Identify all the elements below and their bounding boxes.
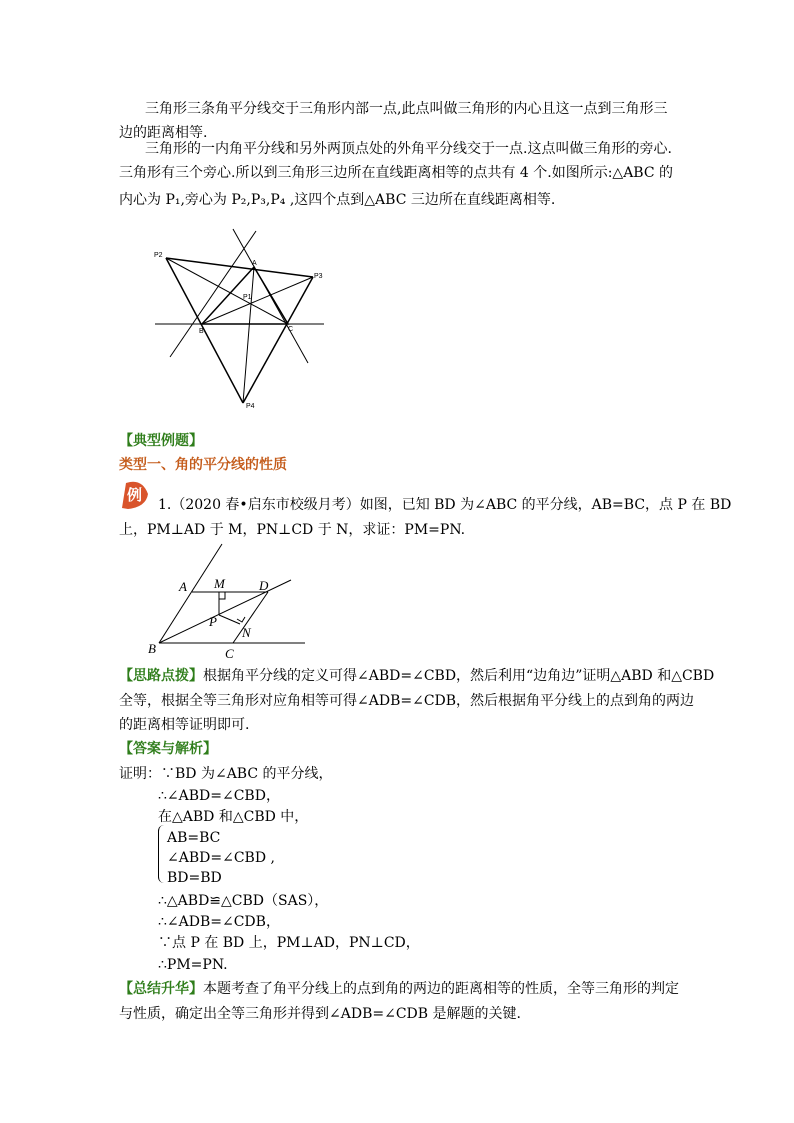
intro-p1-line2: 边的距离相等.	[119, 125, 208, 141]
label-p4: P4	[246, 403, 255, 410]
answer-tag: 【答案与解析】	[119, 741, 217, 757]
label-b: B	[199, 328, 204, 335]
hint-line3: 的距离相等证明即可.	[119, 717, 250, 733]
answer-l1: 证明：∵BD 为∠ABC 的平分线，	[119, 766, 333, 782]
answer-l4: ∴△ABD≌△CBD（SAS），	[158, 893, 329, 909]
example-line1: 1.（2020 春•启东市校级月考）如图，已知 BD 为∠ABC 的平分线，AB=BC，点 P 在 BD	[158, 497, 732, 513]
answer-s2: ∠ABD=∠CBD ,	[167, 850, 275, 866]
intro-p1-line1: 三角形三条角平分线交于三角形内部一点,此点叫做三角形的内心且这一点到三角形三	[145, 101, 668, 117]
summary-tag: 【总结升华】	[119, 981, 203, 997]
summary-line2: 与性质，确定出全等三角形并得到∠ADB=∠CDB 是解题的关键.	[119, 1006, 521, 1022]
fig2-label-b: B	[148, 641, 156, 656]
answer-s3: BD=BD	[167, 870, 222, 886]
intro-p2-line2: 三角形有三个旁心.所以到三角形三边所在直线距离相等的点共有 4 个.如图所示:△ABC 的	[119, 165, 674, 181]
answer-l5: ∴∠ADB=∠CDB，	[158, 914, 280, 930]
hint-line1	[119, 664, 714, 688]
system-brace	[158, 825, 165, 883]
intro-p2-line3: 内心为 P₁,旁心为 P₂,P₃,P₄ ,这四个点到△ABC 三边所在直线距离相等.	[119, 192, 556, 208]
fig2-label-n: N	[242, 625, 251, 640]
fig2-label-c: C	[225, 646, 234, 660]
hint-line2: 全等，根据全等三角形对应角相等可得∠ADB=∠CDB，然后根据角平分线上的点到角的两边	[119, 693, 695, 709]
bisector-figure	[145, 540, 310, 660]
answer-l2: ∴∠ABD=∠CBD，	[158, 788, 280, 804]
fig2-label-a: A	[179, 579, 187, 594]
answer-l6: ∵点 P 在 BD 上，PM⊥AD，PN⊥CD，	[158, 935, 420, 951]
answer-l3: 在△ABD 和△CBD 中，	[158, 809, 309, 825]
summary-text-1: 本题考查了角平分线上的点到角的两边的距离相等的性质，全等三角形的判定	[203, 981, 679, 997]
fig2-label-d: D	[259, 578, 269, 593]
label-p2: P2	[154, 252, 163, 259]
label-c: C	[288, 326, 294, 333]
answer-l7: ∴PM=PN.	[158, 957, 228, 973]
label-a: A	[252, 260, 257, 267]
label-p3: P3	[314, 273, 323, 280]
label-p1: P1	[243, 294, 252, 301]
excenter-figure	[150, 225, 330, 410]
example-line2: 上，PM⊥AD 于 M，PN⊥CD 于 N，求证：PM=PN.	[119, 522, 466, 538]
type-title: 类型一、角的平分线的性质	[119, 457, 287, 473]
example-badge-text: 例	[127, 486, 143, 504]
hint-tag: 【思路点拨】	[119, 668, 203, 684]
summary-line1	[119, 977, 679, 1001]
hint-text-1: 根据角平分线的定义可得∠ABD=∠CBD，然后利用“边角边”证明△ABD 和△CBD	[203, 668, 715, 684]
answer-s1: AB=BC	[167, 830, 221, 846]
intro-p2-line1: 三角形的一内角平分线和另外两顶点处的外角平分线交于一点.这点叫做三角形的旁心.	[145, 141, 672, 157]
fig2-label-m: M	[214, 576, 225, 591]
fig2-label-p: P	[209, 614, 217, 629]
section-heading: 【典型例题】	[119, 433, 203, 449]
